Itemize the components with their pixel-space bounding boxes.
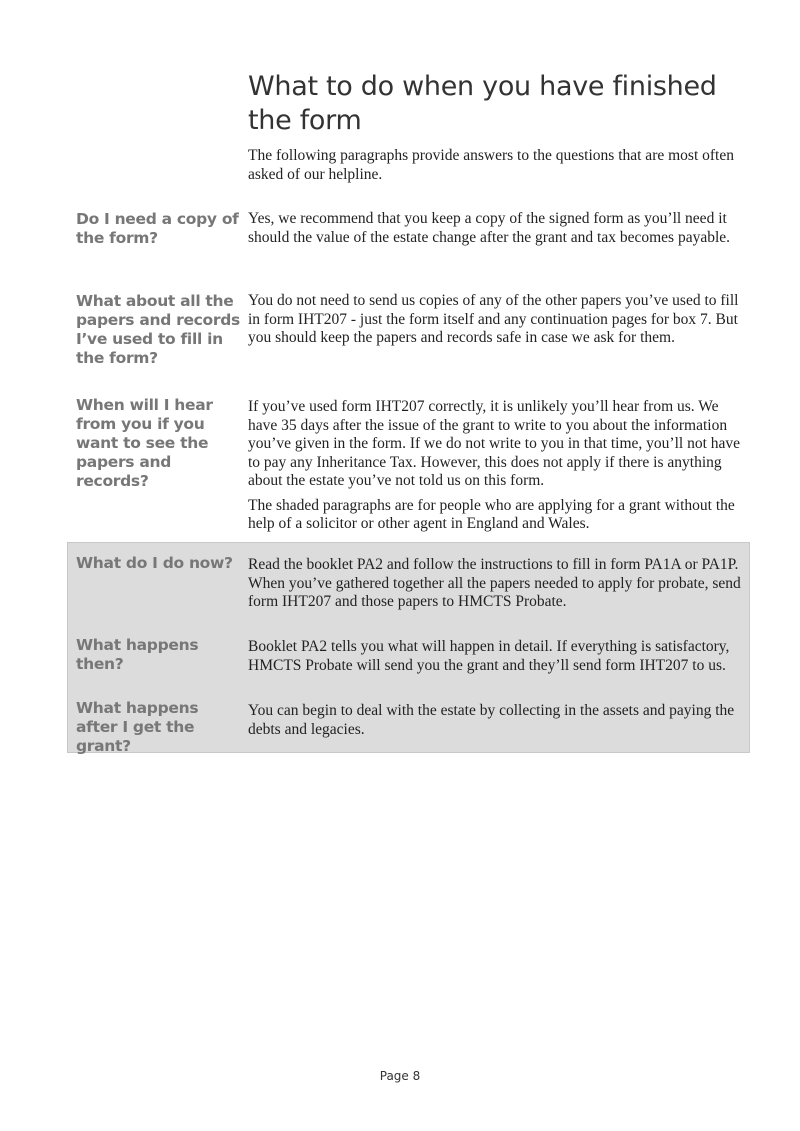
answer-what-now [248, 556, 742, 618]
question-what-now: What do I do now? [76, 554, 233, 572]
page-title: What to do when you have finished the form [248, 71, 717, 136]
answer-papers-records [248, 292, 742, 354]
answer-text: You can begin to deal with the estate by collecting in the assets and paying the debts and legacies. [248, 702, 735, 738]
question-papers-records: What about all the papers and records I’ve used to fill in the form? [76, 292, 240, 367]
answer-text: Read the booklet PA2 and follow the instructions to fill in form PA1A or PA1P. When you’ve gathered together all the papers needed to apply for probate, send form IHT207 and those papers to HMCTS Probate. [248, 556, 741, 610]
question-keep-copy: Do I need a copy of the form? [76, 210, 239, 247]
answer-text: Booklet PA2 tells you what will happen in detail. If everything is satisfactory, HMCTS Probate will send you the grant and they’ll send form IHT207 to us. [248, 638, 730, 674]
question-hear-from-you: When will I hear from you if you want to see the papers and records? [76, 396, 213, 490]
answer-text: You do not need to send us copies of any of the other papers you’ve used to fill in form IHT207 - just the form itself and any continuation pages for box 7. But you should keep the papers and records safe in case we ask for them. [248, 292, 739, 346]
answer-after-grant [248, 702, 742, 745]
answer-hear-from-you [248, 398, 742, 540]
answer-what-then [248, 638, 742, 681]
shaded-note: The shaded paragraphs are for people who are applying for a grant without the help of a solicitor or other agent in England and Wales. [248, 496, 735, 532]
question-what-then: What happens then? [76, 636, 199, 673]
answer-keep-copy [248, 210, 742, 253]
question-after-grant: What happens after I get the grant? [76, 699, 199, 755]
intro-paragraph: The following paragraphs provide answers to the questions that are most often asked of our helpline. [248, 147, 734, 183]
page-number: Page 8 [379, 1069, 421, 1083]
answer-text: Yes, we recommend that you keep a copy of the signed form as you’ll need it should the value of the estate change after the grant and tax becomes payable. [248, 210, 731, 246]
answer-text: If you’ve used form IHT207 correctly, it is unlikely you’ll hear from us. We have 35 days after the issue of the grant to write to you about the information you’ve given in the form. If we do not write to you in that time, you’ll not have to pay any Inheritance Tax. However, this does not apply if there is anything about the estate you’ve not told us on this form. [248, 398, 741, 489]
